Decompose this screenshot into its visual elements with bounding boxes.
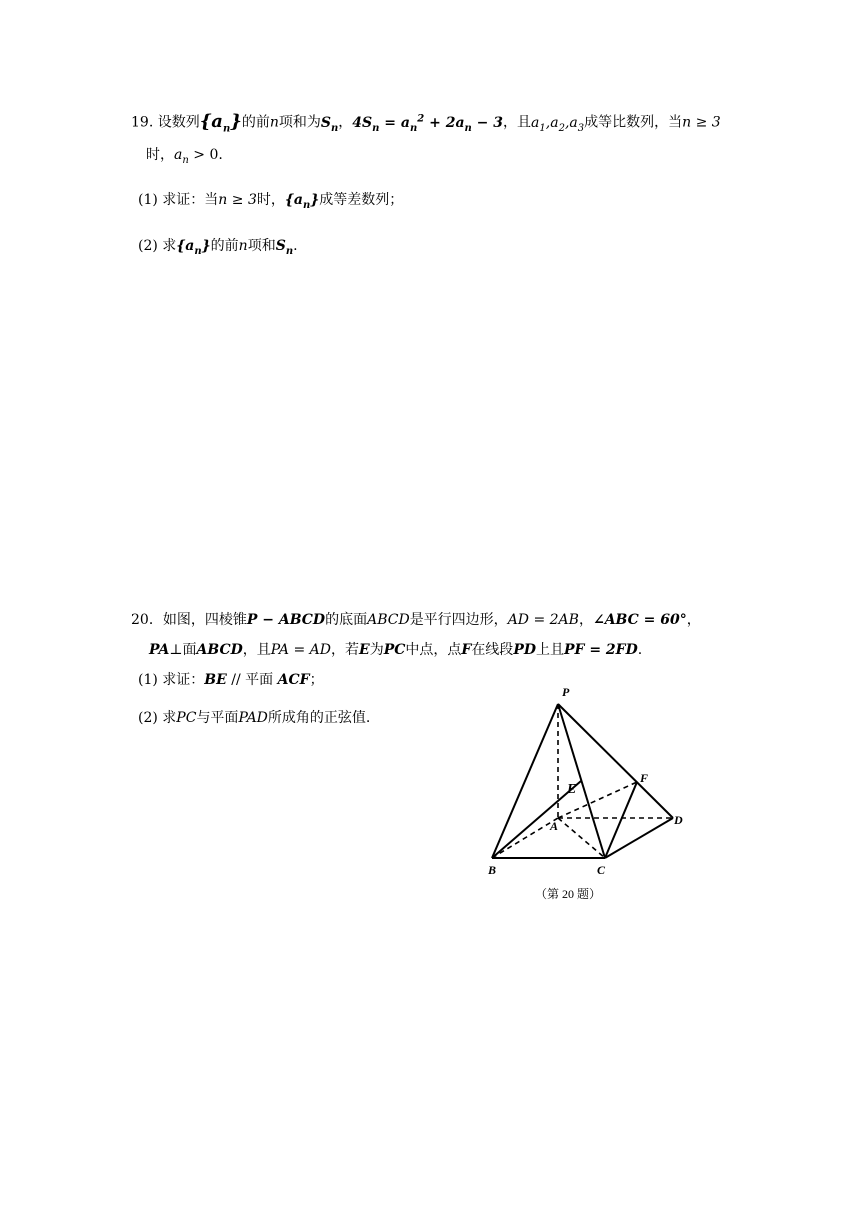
part-label: (1) [138, 192, 158, 208]
q19-eq-part: + 2a [424, 114, 465, 131]
vertex-labels [487, 685, 683, 877]
label-C: C [597, 863, 606, 877]
q19-seq-sub: n [222, 123, 231, 135]
q19-geo-a: ,a [564, 114, 578, 131]
q20-term: BE [204, 672, 227, 688]
q20-text: 的底面 [325, 612, 368, 628]
q20-line-2 [149, 640, 642, 660]
q20-text: 所成角的正弦值. [267, 710, 371, 726]
q20-sep: ， [578, 612, 593, 628]
q20-sep: ， [686, 612, 701, 628]
q20-term: ABCD [196, 642, 243, 658]
q19-comma: ， [338, 114, 353, 131]
q19-gt: > 0 [188, 147, 219, 163]
edge-PB [492, 704, 558, 858]
label-A: A [550, 819, 559, 833]
q20-term: PD [513, 642, 536, 658]
q19-line-2 [146, 145, 223, 171]
q20-term: E [359, 642, 370, 658]
q19-eq-sub: n [409, 122, 418, 134]
q19-eq-part: − 3 [471, 114, 504, 131]
q19-seq [176, 238, 211, 257]
q20-text: 求证： [162, 672, 205, 688]
q19-Sn-sub: n [285, 245, 294, 257]
q19-text: 求 [162, 238, 177, 254]
q20-term: F [461, 642, 472, 658]
figure-caption: （第 20 题） [535, 887, 602, 901]
q19-an-sub: n [182, 154, 189, 166]
q20-cond: AD = 2AB [507, 612, 579, 628]
q20-text: 上且 [535, 642, 564, 658]
q20-text: 为 [369, 642, 384, 658]
q19-period: . [293, 238, 298, 254]
q20-base: ABCD [367, 612, 410, 628]
q19-eq-sub: n [464, 122, 472, 134]
q19-Sn-letter: S [320, 114, 331, 131]
q20-period: . [637, 642, 643, 658]
edge-BA [492, 818, 558, 858]
q20-term: PAD [238, 710, 268, 726]
q19-part-1 [138, 190, 403, 216]
q19-geo-a: a [531, 114, 540, 131]
q19-seq-open: {a [176, 238, 195, 254]
pyramid-figure [480, 682, 700, 912]
q19-geo [531, 114, 585, 134]
q19-Sn [275, 238, 294, 257]
label-F: F [640, 771, 649, 785]
q20-text: ，若 [331, 642, 360, 658]
q19-n: n [238, 238, 248, 254]
q20-cond: ∠ABC = 60° [592, 612, 687, 628]
q19-text: 时， [256, 192, 285, 208]
q19-geo-sub: 2 [558, 122, 565, 134]
q19-an: a [174, 147, 183, 163]
q20-term: PC [383, 642, 406, 658]
q19-seq [199, 110, 242, 135]
part-label: (1) [138, 672, 158, 688]
q19-Sn-sub: n [330, 122, 339, 134]
q20-text: // 平面 [226, 672, 278, 688]
q20-part-1 [138, 670, 324, 690]
q20-text: 求 [162, 710, 177, 726]
q19-eq-part: = a [379, 114, 410, 131]
q20-term: PF = 2FD [563, 642, 638, 658]
q19-Sn-letter: S [275, 238, 286, 254]
q19-eq-part: 4S [352, 114, 373, 131]
q19-line-1 [131, 109, 721, 139]
q19-text: 的前 [241, 114, 270, 131]
q19-text: 时， [146, 147, 174, 163]
q19-text: 设数列 [157, 114, 200, 131]
q19-n: n [269, 114, 279, 131]
q20-text: ⊥面 [169, 642, 197, 658]
q19-text: ，且 [503, 114, 532, 131]
q19-text: 的前 [210, 238, 239, 254]
q19-text: 项和 [247, 238, 276, 254]
q19-eq-sub: n [372, 122, 380, 134]
q20-text: 如图，四棱锥 [162, 612, 247, 628]
part-label: (2) [138, 238, 158, 254]
q19-seq-sub: n [302, 199, 311, 211]
part-label: (2) [138, 710, 158, 726]
label-E: E [567, 782, 577, 797]
q20-text: 与平面 [196, 710, 239, 726]
q19-cond: n ≥ 3 [218, 192, 257, 208]
q20-text: 是平行四边形， [409, 612, 508, 628]
edge-CD [605, 818, 673, 858]
q19-geo-a: ,a [545, 114, 559, 131]
q19-text: 成等比数列，当 [584, 114, 683, 131]
q20-line-1 [131, 610, 701, 630]
q20-number: 20． [131, 612, 163, 628]
q20-text: 中点，点 [405, 642, 462, 658]
q19-seq-close: } [230, 110, 242, 132]
q19-text: 项和为 [278, 114, 321, 131]
q20-term: PC [176, 710, 197, 726]
q19-geo-sub: 3 [577, 122, 585, 134]
q19-seq-open: {a [199, 110, 223, 132]
label-B: B [488, 863, 497, 877]
q19-text: 求证：当 [162, 192, 219, 208]
edge-CF [605, 782, 637, 858]
label-D: D [674, 813, 683, 827]
q20-text: ； [309, 672, 324, 688]
q20-text: 在线段 [471, 642, 514, 658]
q20-part-2 [138, 708, 370, 728]
q19-seq-sub: n [194, 245, 202, 257]
q19-cond: n ≥ 3 [682, 114, 721, 131]
label-P: P [562, 685, 570, 699]
q20-text: ，且 [242, 642, 271, 658]
q19-seq-close: } [201, 238, 211, 254]
q19-seq [284, 192, 320, 211]
q20-pyramid: P − ABCD [246, 612, 326, 628]
q19-eq-sup: 2 [417, 113, 425, 124]
q19-period: . [218, 147, 223, 163]
q19-equation [352, 113, 504, 134]
q19-part-2 [138, 236, 298, 262]
q20-term: ACF [277, 672, 310, 688]
q19-geo-sub: 1 [539, 122, 546, 134]
q19-Sn [320, 114, 339, 134]
q19-seq-open: {a [284, 192, 303, 208]
q19-text: 成等差数列； [319, 192, 404, 208]
q20-cond: PA = AD [270, 642, 332, 658]
q20-term: PA [149, 642, 170, 658]
q19-seq-close: } [310, 192, 320, 208]
q19-number: 19. [131, 114, 154, 131]
